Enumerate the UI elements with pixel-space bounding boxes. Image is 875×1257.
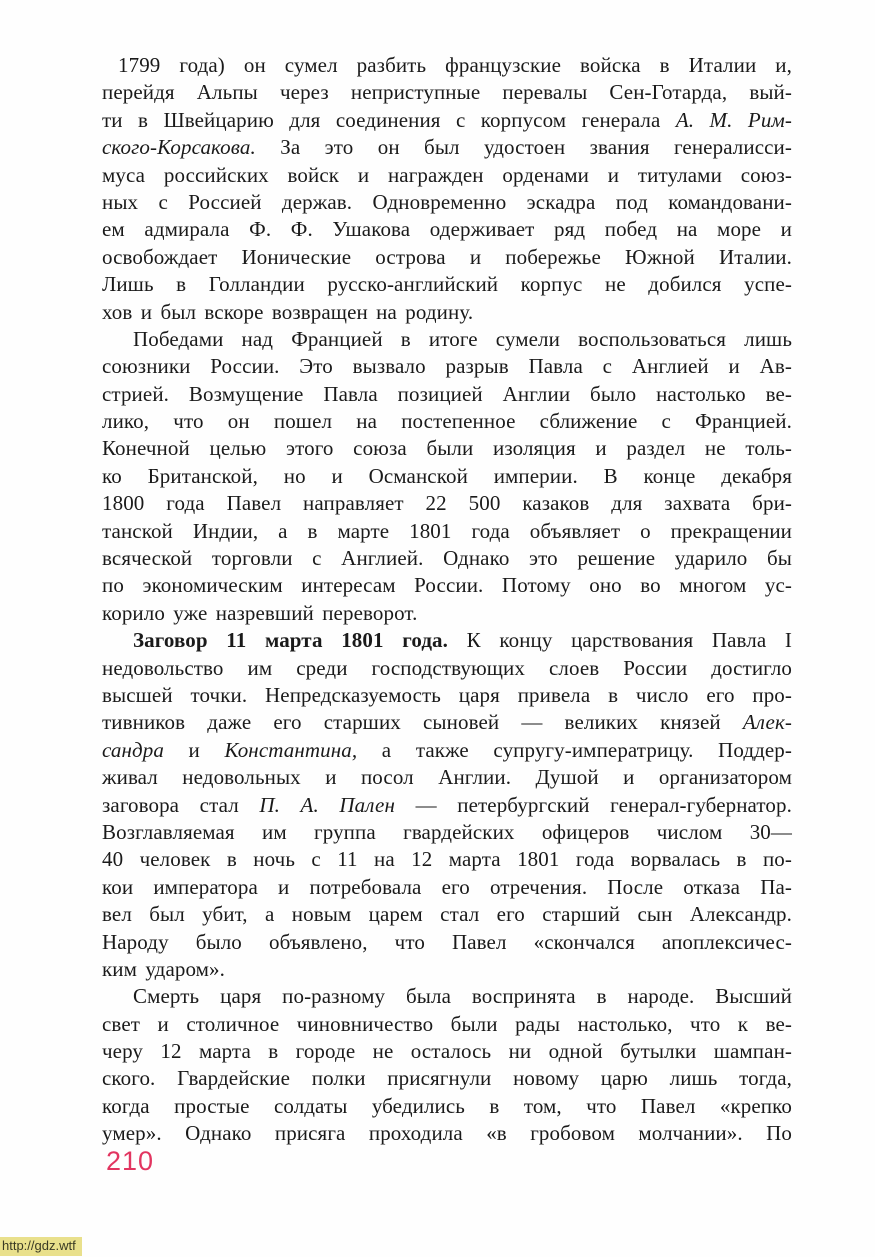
text-run: союзники России. Это вызвало разрыв Павла с Англией и Ав- [102,354,792,379]
text-run: ти в Швейцарию для соединения с корпусом генерала [102,107,676,132]
text-line [102,162,792,189]
text-run: хов и был вскоре возвращен на родину. [102,299,474,324]
italic-text: Константина, [224,737,358,762]
text-run: Конечной целью этого союза были изоляция и раздел не толь- [102,436,792,461]
text-line [102,353,792,380]
text-line [102,682,792,709]
text-line [102,490,792,517]
text-run: ким ударом». [102,956,226,981]
text-run: а также супругу-императрицу. Поддер- [357,737,792,762]
text-run: 1799 года) он сумел разбить французские войска в Италии и, [118,53,792,77]
text-run: вел был убит, а новым царем стал его старший сын Александр. [102,902,792,927]
text-run: Лишь в Голландии русско-английский корпус не добился успе- [102,272,792,297]
text-run: ем адмирала Ф. Ф. Ушакова одерживает ряд побед на море и [102,217,792,242]
text-line [102,901,792,928]
text-run: кои императора и потребовала его отречения. После отказа Па- [102,874,792,899]
text-line [102,1093,792,1120]
bold-lead: Заговор 11 марта 1801 года. [133,628,448,653]
text-run: ных с Россией держав. Одновременно эскадра под командовани- [102,189,792,214]
page-number: 210 [106,1146,155,1176]
text-line [102,655,792,682]
text-run: и [163,737,225,762]
text-run: Победами над Францией в итоге сумели воспользоваться лишь [133,326,792,351]
text-line [102,463,792,490]
text-run: стрией. Возмущение Павла позицией Англии было настолько ве- [102,381,792,406]
italic-text: Алек- [742,710,792,735]
page-text [102,52,792,1148]
italic-text: ского-Корсакова. [102,135,256,160]
text-run: освобождает Ионические острова и побережье Южной Италии. [102,244,792,269]
text-line [102,134,792,161]
text-line [102,189,792,216]
text-run: лико, что он пошел на постепенное сближение с Францией. [102,409,792,434]
text-run: 1800 года Павел направляет 22 500 казаков для захвата бри- [102,491,792,516]
text-line [102,627,792,654]
text-run: К концу царствования Павла I [448,628,792,653]
text-line [102,709,792,736]
text-run: — петербургский генерал-губернатор. [395,792,792,817]
paragraph [102,627,792,983]
text-run: За это он был удостоен звания генералисси- [255,135,792,160]
text-run: танской Индии, а в марте 1801 года объявляет о прекращении [102,518,792,543]
paragraph [102,983,792,1147]
text-line [102,846,792,873]
site-watermark: http://gdz.wtf [0,1237,82,1256]
text-line [102,518,792,545]
text-line [102,764,792,791]
text-line [102,545,792,572]
text-line [102,929,792,956]
text-run: 40 человек в ночь с 11 на 12 марта 1801 года ворвалась в по- [102,847,792,872]
text-run: свет и столичное чиновничество были рады настолько, что к ве- [102,1011,792,1036]
text-run: Смерть царя по-разному была воспринята в народе. Высший [133,984,792,1009]
text-run: Возглавляемая им группа гвардейских офицеров числом 30— [102,819,792,844]
text-run: всяческой торговли с Англией. Однако это решение ударило бы [102,546,792,571]
italic-text: А. М. Рим- [675,107,793,132]
text-line [102,1120,792,1147]
text-run: умер». Однако присяга проходила «в гробовом молчании». По [102,1121,792,1146]
text-run: ко Британской, но и Османской империи. В конце декабря [102,463,792,488]
text-line [102,216,792,243]
italic-text: П. А. Пален [259,792,395,817]
text-line [102,600,792,627]
text-line [102,956,792,983]
text-run: живал недовольных и посол Англии. Душой и организатором [102,765,792,790]
text-line [102,737,792,764]
text-run: Народу было объявлено, что Павел «скончался апоплексичес- [102,929,792,954]
text-line [102,1011,792,1038]
text-run: муса российских войск и награжден орденами и титулами союз- [102,162,792,187]
paragraph [102,52,792,326]
text-line [102,435,792,462]
text-line [102,326,792,353]
text-run: по экономическим интересам России. Потому оно во многом ус- [102,573,792,598]
text-line [102,107,792,134]
text-run: высшей точки. Непредсказуемость царя привела в число его про- [102,682,792,707]
text-run: заговора стал [102,792,260,817]
text-line [102,79,792,106]
text-run: когда простые солдаты убедились в том, что Павел «крепко [102,1093,792,1118]
text-line [102,52,792,79]
text-line [102,381,792,408]
text-line [102,819,792,846]
text-run: тивников даже его старших сыновей — великих князей [102,710,743,735]
text-run: ского. Гвардейские полки присягнули новому царю лишь тогда, [102,1066,792,1091]
text-run: недовольство им среди господствующих слоев России достигло [102,655,792,680]
text-run: перейдя Альпы через неприступные перевалы Сен-Готарда, вый- [102,80,792,105]
text-line [102,408,792,435]
text-line [102,244,792,271]
text-run: корило уже назревший переворот. [102,600,418,625]
paragraph [102,326,792,627]
text-line [102,271,792,298]
text-line [102,572,792,599]
italic-text: сандра [102,737,164,762]
text-line [102,983,792,1010]
text-line [102,1065,792,1092]
text-line [102,299,792,326]
text-run: черу 12 марта в городе не осталось ни одной бутылки шампан- [102,1039,792,1064]
text-line [102,1038,792,1065]
text-line [102,792,792,819]
text-line [102,874,792,901]
